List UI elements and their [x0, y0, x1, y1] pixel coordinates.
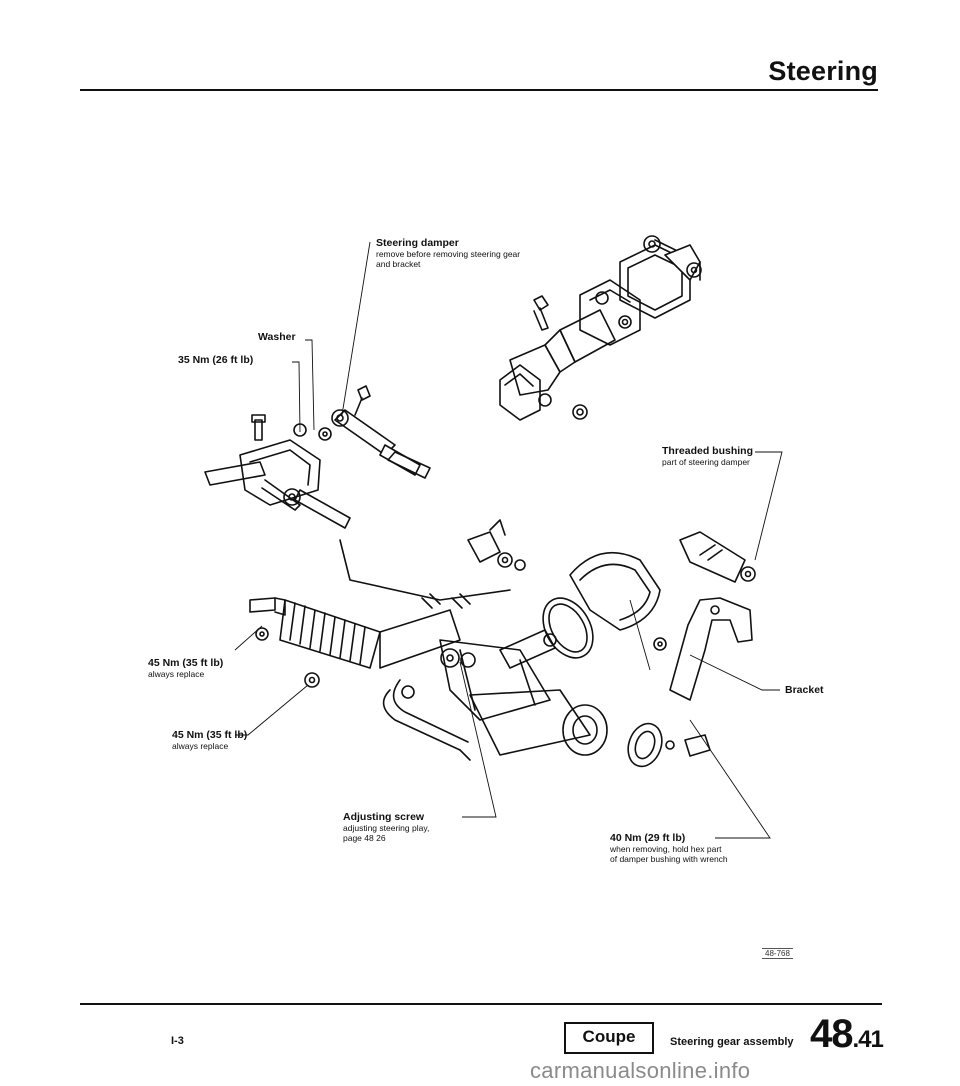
- label-steering-damper-title: Steering damper: [376, 237, 459, 249]
- label-adjusting-screw-note2: page 48 26: [343, 833, 386, 843]
- steering-rack: [250, 598, 607, 755]
- label-washer: [258, 332, 296, 343]
- label-steering-damper: [376, 238, 526, 269]
- label-washer-title: Washer: [258, 331, 296, 343]
- label-steering-damper-note: remove before removing steering gear and bracket: [376, 249, 521, 269]
- label-torque-40-title: 40 Nm (29 ft lb): [610, 832, 686, 844]
- label-torque-45-a-note: always replace: [148, 669, 205, 679]
- label-bracket-title: Bracket: [785, 684, 824, 696]
- footer-code: I-3: [171, 1035, 184, 1047]
- label-threaded-bushing: [662, 446, 782, 467]
- column-mount-linkage: [205, 415, 350, 528]
- label-torque-35: [178, 355, 253, 366]
- page-number-major: 48: [810, 1012, 853, 1056]
- label-torque-45-a: [148, 658, 223, 679]
- label-torque-40: [610, 833, 790, 864]
- label-adjusting-screw: [343, 812, 473, 843]
- label-torque-45-b-title: 45 Nm (35 ft lb): [172, 729, 248, 741]
- page-number-minor: .41: [852, 1026, 883, 1053]
- steering-damper: [319, 386, 430, 478]
- model-badge: Coupe: [564, 1022, 654, 1054]
- footer-rule: [80, 1003, 882, 1005]
- label-torque-45-b-note: always replace: [172, 741, 229, 751]
- bracket-part: [654, 598, 752, 700]
- page-number: [810, 1012, 883, 1057]
- watermark-text: carmanualsonline.info: [530, 1058, 751, 1083]
- pipe-loop: [384, 680, 470, 760]
- tie-rod-pieces: [340, 520, 525, 608]
- leader-lines: [235, 242, 782, 838]
- section-title: Steering gear assembly: [670, 1036, 794, 1048]
- label-adjusting-screw-note: adjusting steering play,: [343, 823, 430, 833]
- threaded-bushing-part: [680, 532, 755, 582]
- mount-ring: [622, 719, 710, 771]
- label-adjusting-screw-title: Adjusting screw: [343, 811, 425, 823]
- label-torque-35-title: 35 Nm (26 ft lb): [178, 354, 254, 366]
- label-torque-45-b: [172, 730, 247, 751]
- label-torque-40-note2: of damper bushing with wrench: [610, 854, 728, 864]
- label-bracket: [785, 685, 824, 696]
- label-threaded-bushing-title: Threaded bushing: [662, 445, 754, 457]
- page-title: Steering: [768, 56, 878, 86]
- column-bracket-assembly: [500, 236, 701, 420]
- figure-number: 48-768: [762, 948, 793, 959]
- label-threaded-bushing-note: part of steering damper: [662, 457, 750, 467]
- label-torque-45-a-title: 45 Nm (35 ft lb): [148, 657, 224, 669]
- label-torque-40-note: when removing, hold hex part: [610, 844, 722, 854]
